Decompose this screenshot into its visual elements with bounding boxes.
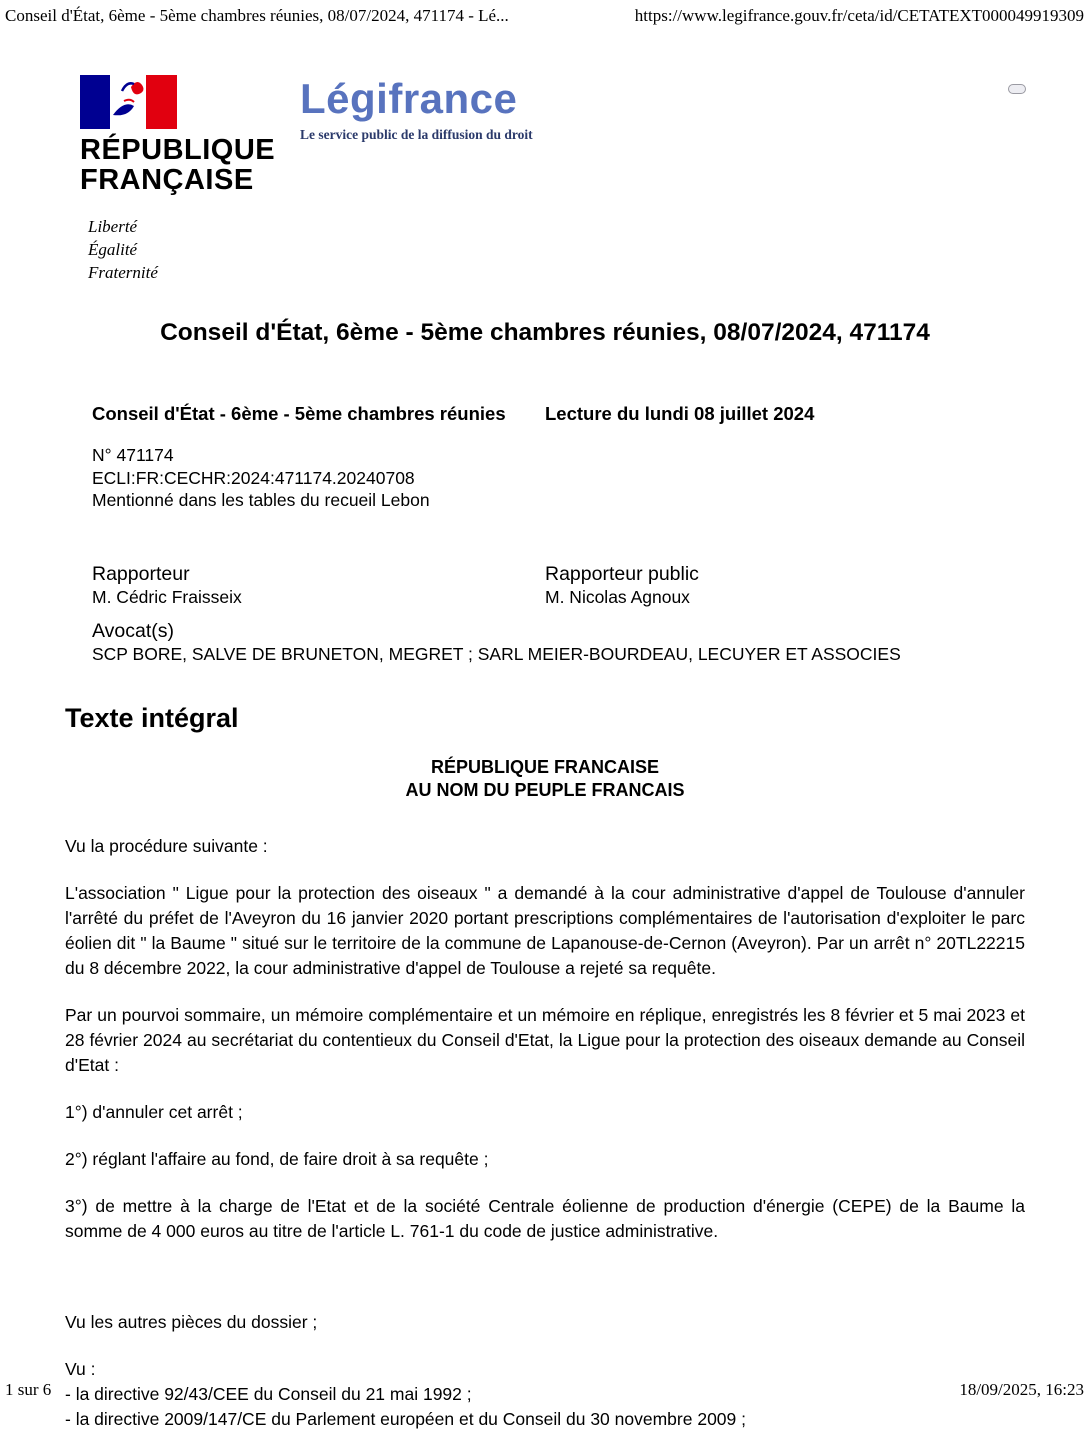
legifrance-block <box>300 75 533 284</box>
print-footer <box>5 1380 1084 1400</box>
avocats-label: Avocat(s) <box>92 619 174 642</box>
decision-body <box>65 834 1025 1432</box>
paragraph-demande-1: 1°) d'annuler cet arrêt ; <box>65 1101 243 1122</box>
motto-egalite: Égalité <box>88 240 138 259</box>
motto-liberte: Liberté <box>88 217 138 236</box>
paragraph-demande-2: 2°) réglant l'affaire au fond, de faire droit à sa requête ; <box>65 1148 489 1169</box>
rapporteur-public-label: Rapporteur public <box>545 562 699 585</box>
ecli: ECLI:FR:CECHR:2024:471174.20240708 <box>92 467 415 488</box>
paragraph-demande-3: 3°) de mettre à la charge de l'Etat et de la société Centrale éolienne de production d'énergie (CEPE) de la Baume la somme de 4 000 euros au titre de l'article L. 761-1 du code de justice administrative. <box>65 1195 1025 1241</box>
au-nom-du-peuple-line: AU NOM DU PEUPLE FRANCAIS <box>405 779 685 800</box>
french-flag-icon <box>80 75 177 129</box>
paragraph-vu-colon: Vu : <box>65 1358 96 1379</box>
decision-number: N° 471174 <box>92 445 174 465</box>
collapsed-pill-button[interactable] <box>1008 84 1026 94</box>
page-title: Conseil d'État, 6ème - 5ème chambres réunies, 08/07/2024, 471174 <box>160 319 930 346</box>
decision-identifiers <box>92 444 1025 512</box>
print-header-title: Conseil d'État, 6ème - 5ème chambres réunies, 08/07/2024, 471174 - Lé... <box>5 6 509 25</box>
texte-integral-heading: Texte intégral <box>65 702 239 733</box>
rapporteur-name: M. Cédric Fraisseix <box>92 586 242 607</box>
motto <box>88 215 270 284</box>
paragraph-autres-pieces: Vu les autres pièces du dossier ; <box>65 1311 318 1332</box>
rapporteur-public-block <box>545 562 1025 609</box>
rapporteur-label: Rapporteur <box>92 562 190 585</box>
jurisdiction-row <box>92 400 1025 428</box>
republique-francaise-block <box>80 75 276 284</box>
republique-line2: FRANÇAISE <box>80 164 254 196</box>
paragraph-directive-2009: - la directive 2009/147/CE du Parlement européen et du Conseil du 30 novembre 2009 ; <box>65 1408 746 1429</box>
paragraph-pourvoi: Par un pourvoi sommaire, un mémoire complémentaire et un mémoire en réplique, enregistrés les 8 février et 5 mai 2023 et 28 février 2024 au secrétariat du contentieux du Conseil d'Etat, la Ligue pour la protection des oiseaux demande au Conseil d'Etat : <box>65 1004 1025 1075</box>
print-datetime: 18/09/2025, 16:23 <box>959 1380 1084 1399</box>
jurisdiction-heading: Conseil d'État - 6ème - 5ème chambres réunies <box>92 403 506 424</box>
paragraph-association-demande: L'association " Ligue pour la protection des oiseaux " a demandé à la cour administrative d'appel de Toulouse d'annuler l'arrêté du préfet de l'Aveyron du 16 janvier 2020 portant prescriptions complémentaires de l'autorisation d'exploiter le parc éolien dit " la Baume " situé sur le territoire de la commune de Lapanouse-de-Cernon (Aveyron). Par un arrêt n° 20TL22215 du 8 décembre 2022, la cour administrative d'appel de Toulouse a rejeté sa requête. <box>65 882 1025 978</box>
lecture-date: Lecture du lundi 08 juillet 2024 <box>545 403 815 424</box>
republique-line1: RÉPUBLIQUE <box>80 134 276 166</box>
republique-francaise-banner <box>65 756 1025 802</box>
republique-wordmark <box>80 134 276 196</box>
paragraph-vu-procedure: Vu la procédure suivante : <box>65 835 268 856</box>
paragraph-directive-1992: - la directive 92/43/CEE du Conseil du 21 mai 1992 ; <box>65 1383 472 1404</box>
rapporteur-block <box>92 562 545 609</box>
roles-row <box>92 562 1025 609</box>
motto-fraternite: Fraternité <box>88 263 158 282</box>
avocats-block <box>92 619 1025 666</box>
marianne-figure <box>113 82 143 115</box>
print-header-url: https://www.legifrance.gouv.fr/ceta/id/CETATEXT000049919309 <box>634 6 1084 25</box>
legifrance-logo: Légifrance <box>300 75 518 122</box>
print-header <box>5 6 1084 26</box>
avocats-names: SCP BORE, SALVE DE BRUNETON, MEGRET ; SARL MEIER-BOURDEAU, LECUYER ET ASSOCIES <box>92 643 901 664</box>
page-number: 1 sur 6 <box>5 1380 52 1399</box>
brand-row <box>80 0 1025 284</box>
legifrance-tagline: Le service public de la diffusion du droit <box>300 127 533 142</box>
decision-meta-section <box>92 400 1025 666</box>
republique-francaise-line: RÉPUBLIQUE FRANCAISE <box>430 756 659 777</box>
publication-note: Mentionné dans les tables du recueil Lebon <box>92 490 430 510</box>
rapporteur-public-name: M. Nicolas Agnoux <box>545 586 690 607</box>
